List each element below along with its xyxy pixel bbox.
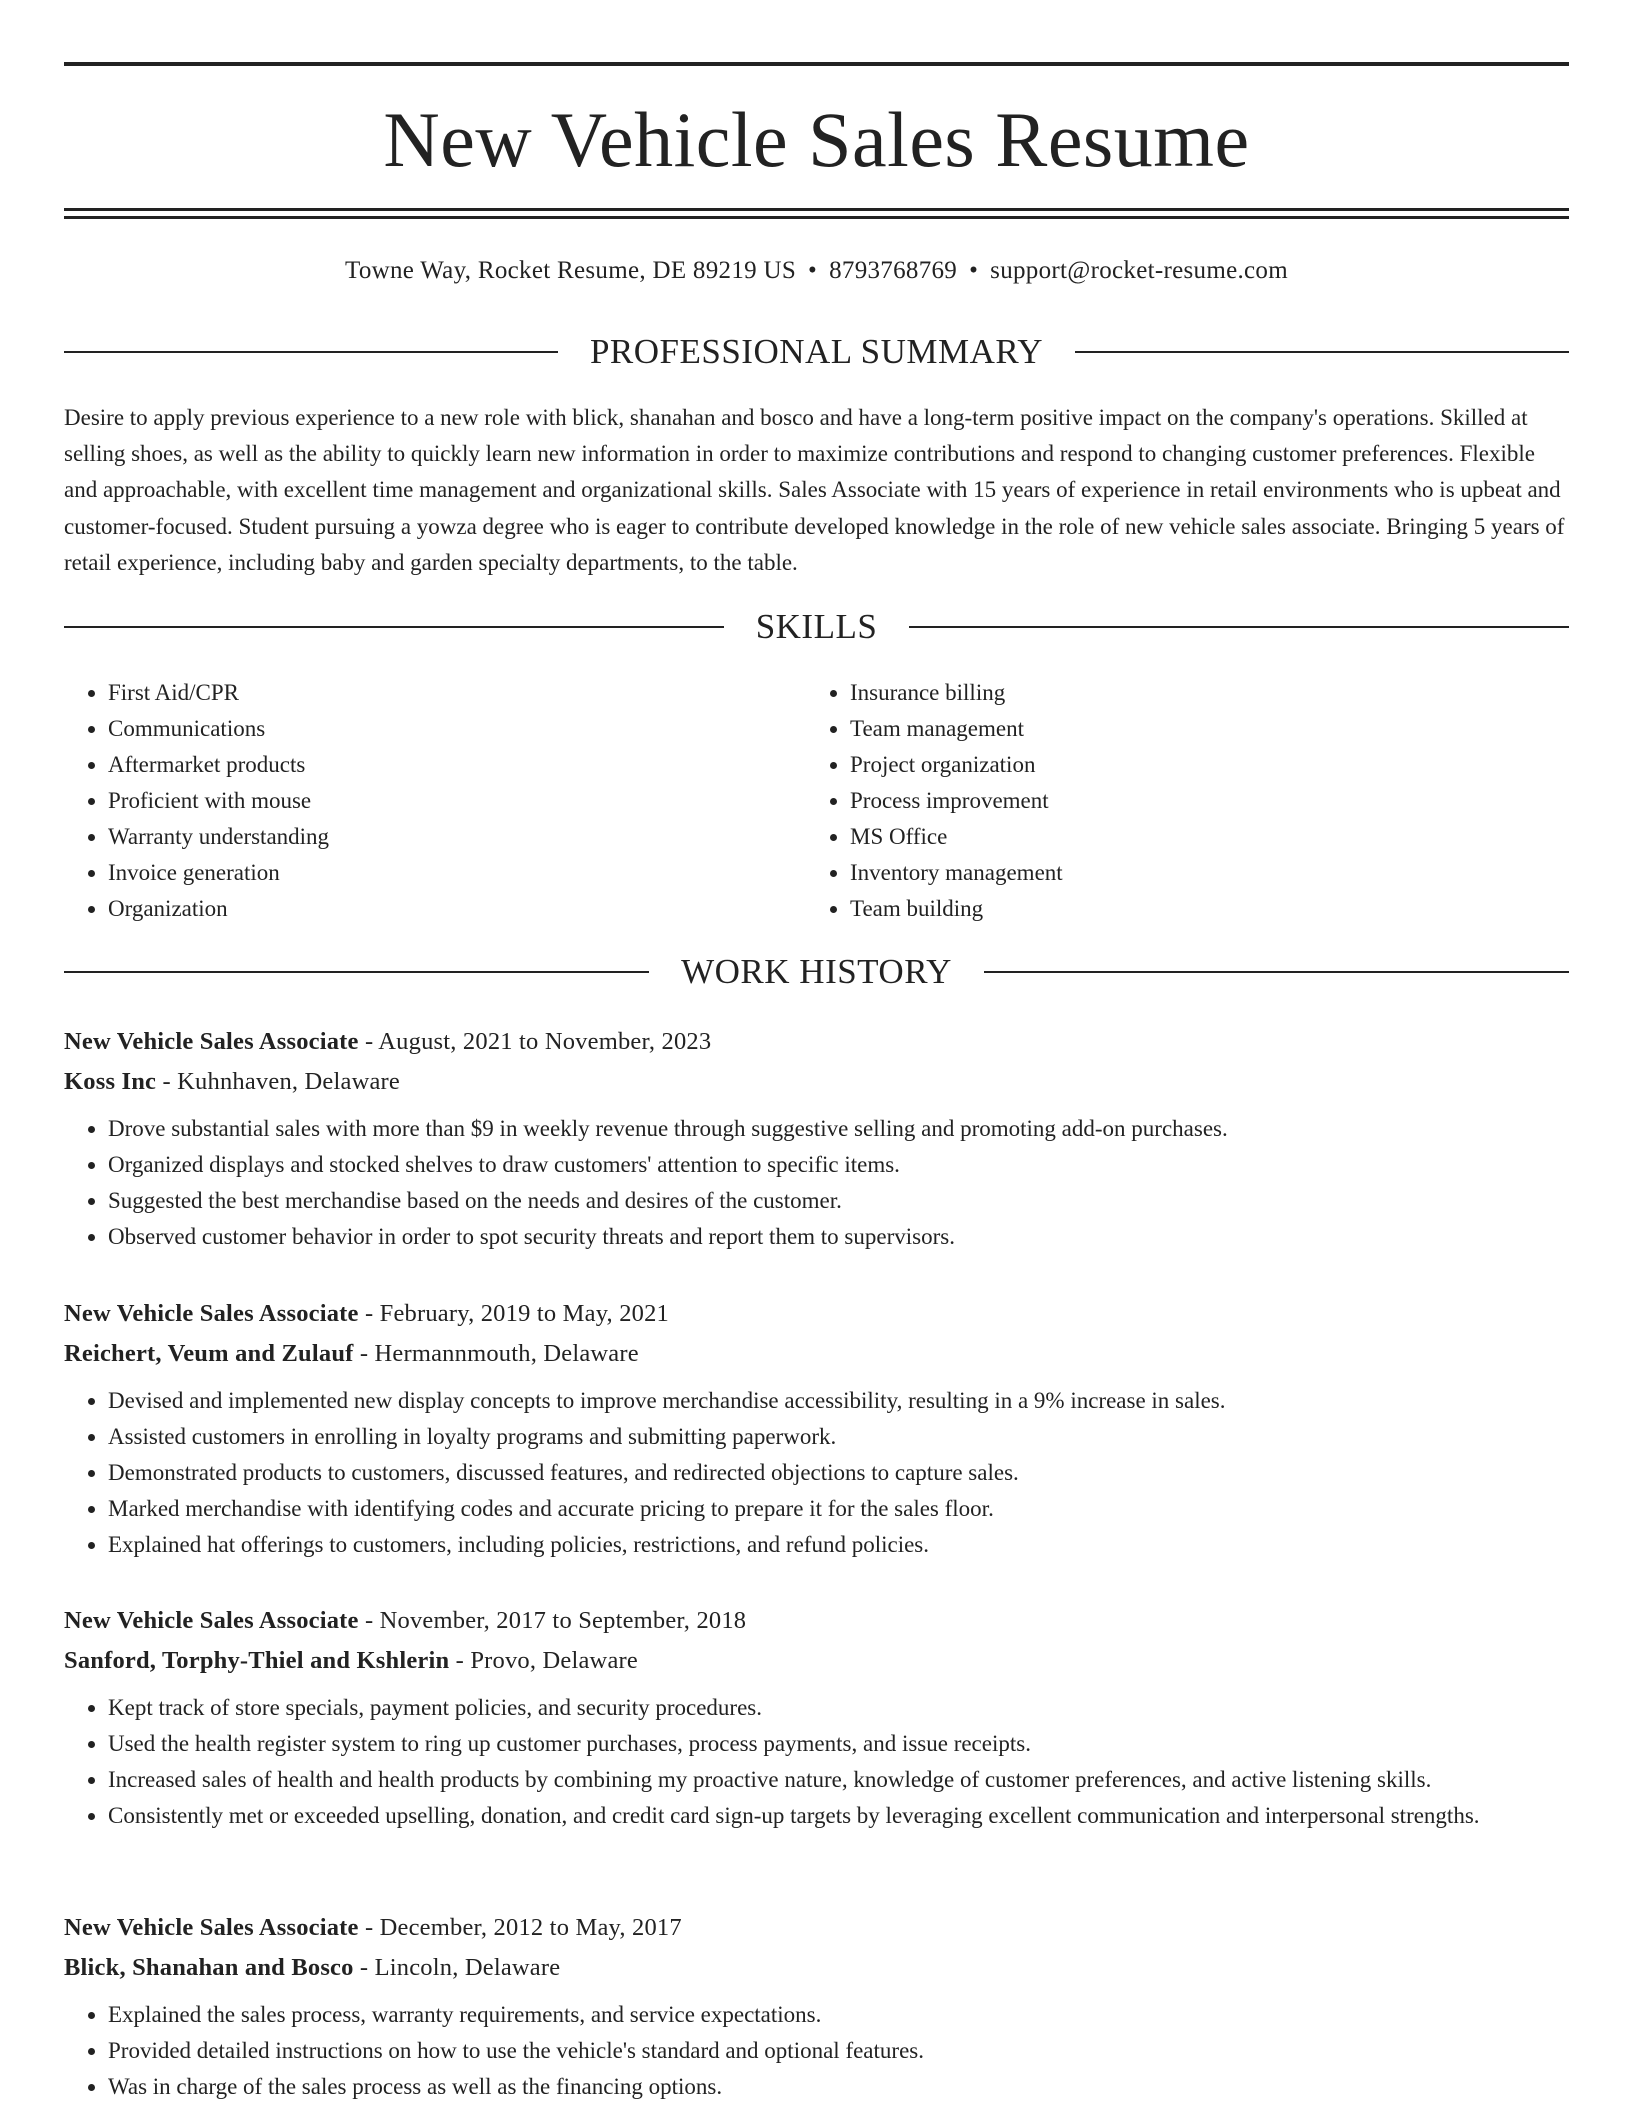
skill-item: • Proficient with mouse xyxy=(108,783,329,819)
job-location: - Provo, Delaware xyxy=(449,1647,638,1674)
job-dates: - August, 2021 to November, 2023 xyxy=(358,1028,712,1055)
skill-item: • Team management xyxy=(850,711,1063,747)
job-bullet: • Increased sales of health and health products by combining my proactive nature, knowledge of customer preferences, and active listening skills. xyxy=(108,1762,1569,1798)
title-rule-upper xyxy=(64,208,1569,211)
heading-rule xyxy=(984,971,1569,973)
job-bullets xyxy=(64,1997,1569,2105)
skill-item: • Communications xyxy=(108,711,329,747)
job-bullet: • Was in charge of the sales process as well as the financing options. xyxy=(108,2069,1569,2105)
job-company: Koss Inc xyxy=(64,1068,157,1095)
contact-phone: 8793768769 xyxy=(829,257,958,284)
job-bullet: • Used the health register system to ring up customer purchases, process payments, and issue receipts. xyxy=(108,1726,1569,1762)
job-dates: - November, 2017 to September, 2018 xyxy=(358,1607,747,1634)
skill-item: • Insurance billing xyxy=(850,675,1063,711)
job-title: New Vehicle Sales Associate xyxy=(64,1607,359,1634)
contact-line xyxy=(64,252,1569,290)
section-heading-summary xyxy=(64,330,1569,374)
job-bullet: • Consistently met or exceeded upselling, donation, and credit card sign-up targets by leveraging excellent communication and interpersonal strengths. xyxy=(108,1798,1569,1834)
heading-rule xyxy=(64,971,649,973)
job-bullet: • Explained the sales process, warranty requirements, and service expectations. xyxy=(108,1997,1569,2033)
job-bullet: • Drove substantial sales with more than $9 in weekly revenue through suggestive selling and promoting add-on purchases. xyxy=(108,1111,1569,1147)
contact-separator: • xyxy=(808,257,818,284)
job-bullet: • Suggested the best merchandise based on the needs and desires of the customer. xyxy=(108,1183,1569,1219)
job-title-line xyxy=(64,1909,1569,1947)
job-bullet: • Organized displays and stocked shelves to draw customers' attention to specific items. xyxy=(108,1147,1569,1183)
heading-rule xyxy=(909,626,1569,628)
heading-rule xyxy=(64,626,724,628)
title-rule-lower xyxy=(64,216,1569,219)
job-entry xyxy=(64,1295,1569,1563)
skill-item: • Inventory management xyxy=(850,855,1063,891)
job-company-line xyxy=(64,1335,1569,1373)
job-bullet: • Devised and implemented new display concepts to improve merchandise accessibility, resulting in a 9% increase in sales. xyxy=(108,1383,1569,1419)
job-bullets xyxy=(64,1690,1569,1834)
contact-email: support@rocket-resume.com xyxy=(990,257,1288,284)
skill-item: • Project organization xyxy=(850,747,1063,783)
skill-item: • First Aid/CPR xyxy=(108,675,329,711)
job-location: - Kuhnhaven, Delaware xyxy=(156,1068,400,1095)
contact-separator: • xyxy=(969,257,979,284)
job-dates: - December, 2012 to May, 2017 xyxy=(358,1914,682,1941)
job-title-line xyxy=(64,1023,1569,1061)
skill-item: • Invoice generation xyxy=(108,855,329,891)
job-company: Sanford, Torphy-Thiel and Kshlerin xyxy=(64,1647,450,1674)
page-title: New Vehicle Sales Resume xyxy=(383,96,1250,183)
section-heading-skills xyxy=(64,605,1569,649)
top-rule xyxy=(64,62,1569,66)
job-bullet: • Provided detailed instructions on how to use the vehicle's standard and optional features. xyxy=(108,2033,1569,2069)
heading-label: SKILLS xyxy=(755,607,878,646)
section-heading-work-history xyxy=(64,950,1569,994)
job-company-line xyxy=(64,1949,1569,1987)
skill-item: • Warranty understanding xyxy=(108,819,329,855)
job-bullets xyxy=(64,1383,1569,1563)
job-company: Reichert, Veum and Zulauf xyxy=(64,1340,354,1367)
skill-item: • Team building xyxy=(850,891,1063,927)
job-dates: - February, 2019 to May, 2021 xyxy=(358,1300,670,1327)
skills-column-right xyxy=(806,675,1063,927)
job-location: - Hermannmouth, Delaware xyxy=(353,1340,639,1367)
job-title: New Vehicle Sales Associate xyxy=(64,1028,359,1055)
job-title-line xyxy=(64,1602,1569,1640)
job-entry xyxy=(64,1909,1569,2105)
summary-text: Desire to apply previous experience to a new role with blick, shanahan and bosco and have a long-term positive impact on the company's operations. Skilled at selling shoes, as well as the ability to quickly learn new information in order to maximize contributions and respond to changing customer preferences. Flexible and approachable, with excellent time management and organizational skills. Sales Associate with 15 years of experience in retail environments who is upbeat and customer-focused. Student pursuing a yowza degree who is eager to contribute developed knowledge in the role of new vehicle sales associate. Bringing 5 years of retail experience, including baby and garden specialty departments, to the table. xyxy=(64,405,1565,575)
job-entry xyxy=(64,1602,1569,1834)
job-bullet: • Assisted customers in enrolling in loyalty programs and submitting paperwork. xyxy=(108,1419,1569,1455)
job-title: New Vehicle Sales Associate xyxy=(64,1914,359,1941)
job-location: - Lincoln, Delaware xyxy=(353,1954,561,1981)
heading-rule xyxy=(1075,351,1569,353)
skill-item: • Aftermarket products xyxy=(108,747,329,783)
skill-item: • Process improvement xyxy=(850,783,1063,819)
job-title-line xyxy=(64,1295,1569,1333)
job-bullet: • Observed customer behavior in order to spot security threats and report them to supervisors. xyxy=(108,1219,1569,1255)
job-company-line xyxy=(64,1063,1569,1101)
job-bullet: • Marked merchandise with identifying codes and accurate pricing to prepare it for the sales floor. xyxy=(108,1491,1569,1527)
heading-label: PROFESSIONAL SUMMARY xyxy=(589,332,1044,371)
job-bullet: • Kept track of store specials, payment policies, and security procedures. xyxy=(108,1690,1569,1726)
job-bullet: • Demonstrated products to customers, discussed features, and redirected objections to capture sales. xyxy=(108,1455,1569,1491)
heading-rule xyxy=(64,351,558,353)
heading-label: WORK HISTORY xyxy=(681,952,952,991)
job-entry xyxy=(64,1023,1569,1255)
job-company-line xyxy=(64,1642,1569,1680)
skills-column-left xyxy=(64,675,329,927)
job-bullets xyxy=(64,1111,1569,1255)
skill-item: • Organization xyxy=(108,891,329,927)
job-bullet: • Explained hat offerings to customers, including policies, restrictions, and refund policies. xyxy=(108,1527,1569,1563)
job-company: Blick, Shanahan and Bosco xyxy=(64,1954,354,1981)
job-title: New Vehicle Sales Associate xyxy=(64,1300,359,1327)
skill-item: • MS Office xyxy=(850,819,1063,855)
contact-address: Towne Way, Rocket Resume, DE 89219 US xyxy=(345,257,797,284)
